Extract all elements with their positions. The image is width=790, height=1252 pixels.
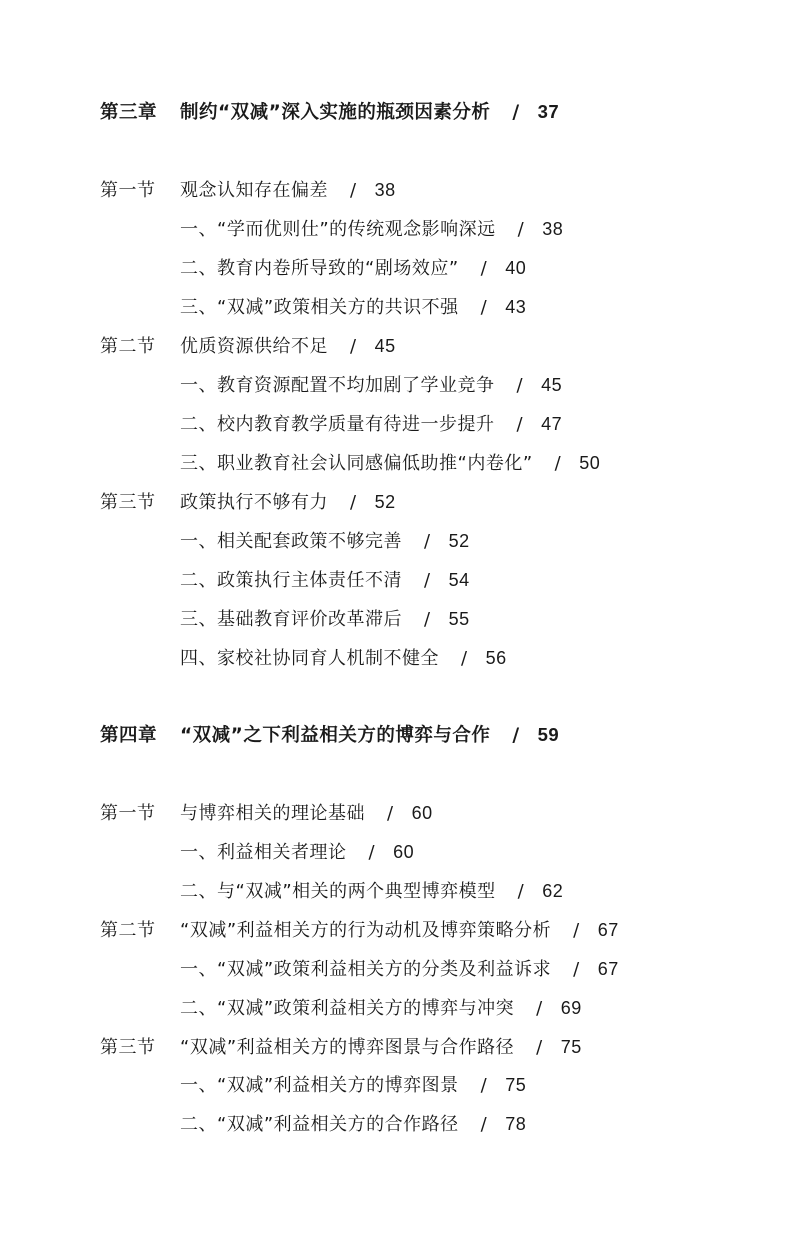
separator: / (554, 453, 562, 474)
section-heading (100, 490, 396, 515)
page-number: 78 (505, 1114, 527, 1134)
separator: / (480, 297, 488, 318)
section-label: 第三节 (100, 492, 156, 513)
item-title: 二、校内教育教学质量有待进一步提升 (180, 414, 495, 435)
toc-item (180, 373, 562, 398)
item-title: 一、“双减”政策利益相关方的分类及利益诉求 (180, 959, 552, 980)
page-number: 38 (374, 180, 396, 200)
section-heading (100, 334, 396, 359)
page-number: 62 (542, 881, 564, 901)
toc-item (180, 568, 470, 593)
chapter-4-heading (100, 723, 559, 748)
toc-item (180, 1112, 526, 1137)
page-number: 54 (448, 570, 470, 590)
separator: / (424, 609, 431, 630)
page-number: 69 (560, 998, 582, 1018)
item-title: 二、与“双减”相关的两个典型博弈模型 (180, 881, 496, 902)
page-number: 67 (597, 920, 619, 940)
page-number: 52 (374, 492, 396, 512)
section-label: 第一节 (100, 180, 156, 201)
item-title: 二、教育内卷所导致的“剧场效应” (180, 258, 459, 279)
separator: / (424, 531, 431, 552)
separator: / (424, 570, 431, 591)
separator: / (461, 648, 468, 669)
section-title: 政策执行不够有力 (180, 492, 328, 513)
separator: / (517, 881, 525, 902)
chapter-title: 制约“双减”深入实施的瓶颈因素分析 (180, 102, 491, 123)
page-number: 67 (597, 959, 619, 979)
item-title: 一、利益相关者理论 (180, 842, 347, 863)
toc-item (180, 607, 470, 632)
section-label: 第二节 (100, 920, 156, 941)
page-number: 75 (560, 1037, 582, 1057)
item-title: 三、职业教育社会认同感偏低助推“内卷化” (180, 453, 533, 474)
item-title: 一、教育资源配置不均加剧了学业竞争 (180, 375, 495, 396)
section-title: 与博弈相关的理论基础 (180, 803, 365, 824)
separator: / (350, 492, 357, 513)
page-number: 40 (505, 258, 527, 278)
section-title: “双减”利益相关方的行为动机及博弈策略分析 (180, 920, 552, 941)
separator: / (350, 336, 357, 357)
section-label: 第二节 (100, 336, 156, 357)
toc-item (180, 840, 414, 865)
item-title: 四、家校社协同育人机制不健全 (180, 648, 439, 669)
section-title: 观念认知存在偏差 (180, 180, 328, 201)
separator: / (368, 842, 376, 863)
section-heading (100, 1035, 582, 1060)
separator: / (573, 920, 580, 941)
item-title: 三、“双减”政策相关方的共识不强 (180, 297, 459, 318)
chapter-label: 第四章 (100, 725, 158, 746)
page-number: 75 (505, 1075, 527, 1095)
separator: / (480, 258, 488, 279)
page-number: 43 (505, 297, 527, 317)
toc-item (180, 1073, 526, 1098)
item-title: 二、政策执行主体责任不清 (180, 570, 402, 591)
toc-item (180, 217, 563, 242)
section-label: 第三节 (100, 1037, 156, 1058)
page-number: 45 (541, 375, 563, 395)
section-title: “双减”利益相关方的博弈图景与合作路径 (180, 1037, 515, 1058)
separator: / (536, 1037, 543, 1058)
page-number: 52 (448, 531, 470, 551)
item-title: 一、“学而优则仕”的传统观念影响深远 (180, 219, 496, 240)
chapter-title: “双减”之下利益相关方的博弈与合作 (180, 725, 491, 746)
page-number: 38 (542, 219, 564, 239)
separator: / (517, 219, 525, 240)
toc-item (180, 879, 563, 904)
item-title: 一、“双减”利益相关方的博弈图景 (180, 1075, 459, 1096)
page-number: 45 (374, 336, 396, 356)
separator: / (512, 725, 520, 746)
toc-item (180, 256, 526, 281)
chapter-label: 第三章 (100, 102, 158, 123)
toc-item (180, 996, 582, 1021)
section-title: 优质资源供给不足 (180, 336, 328, 357)
separator: / (480, 1075, 488, 1096)
item-title: 二、“双减”利益相关方的合作路径 (180, 1114, 459, 1135)
page-number: 59 (537, 724, 560, 745)
page-number: 50 (579, 453, 601, 473)
page-number: 60 (393, 842, 415, 862)
section-heading (100, 918, 619, 943)
section-heading (100, 801, 433, 826)
separator: / (536, 998, 543, 1019)
page-number: 60 (411, 803, 433, 823)
toc-item (180, 295, 526, 320)
toc-item (180, 451, 600, 476)
item-title: 二、“双减”政策利益相关方的博弈与冲突 (180, 998, 515, 1019)
toc-item (180, 529, 470, 554)
section-heading (100, 178, 396, 203)
section-label: 第一节 (100, 803, 156, 824)
page-number: 55 (448, 609, 470, 629)
item-title: 一、相关配套政策不够完善 (180, 531, 402, 552)
separator: / (480, 1114, 488, 1135)
toc-item (180, 957, 619, 982)
chapter-3-heading (100, 100, 559, 125)
separator: / (516, 414, 524, 435)
item-title: 三、基础教育评价改革滞后 (180, 609, 402, 630)
toc-item (180, 646, 507, 671)
separator: / (573, 959, 580, 980)
separator: / (516, 375, 524, 396)
separator: / (387, 803, 394, 824)
page-number: 56 (485, 648, 507, 668)
page-number: 47 (541, 414, 563, 434)
toc-item (180, 412, 562, 437)
page-number: 37 (537, 101, 560, 122)
separator: / (350, 180, 357, 201)
separator: / (512, 102, 520, 123)
